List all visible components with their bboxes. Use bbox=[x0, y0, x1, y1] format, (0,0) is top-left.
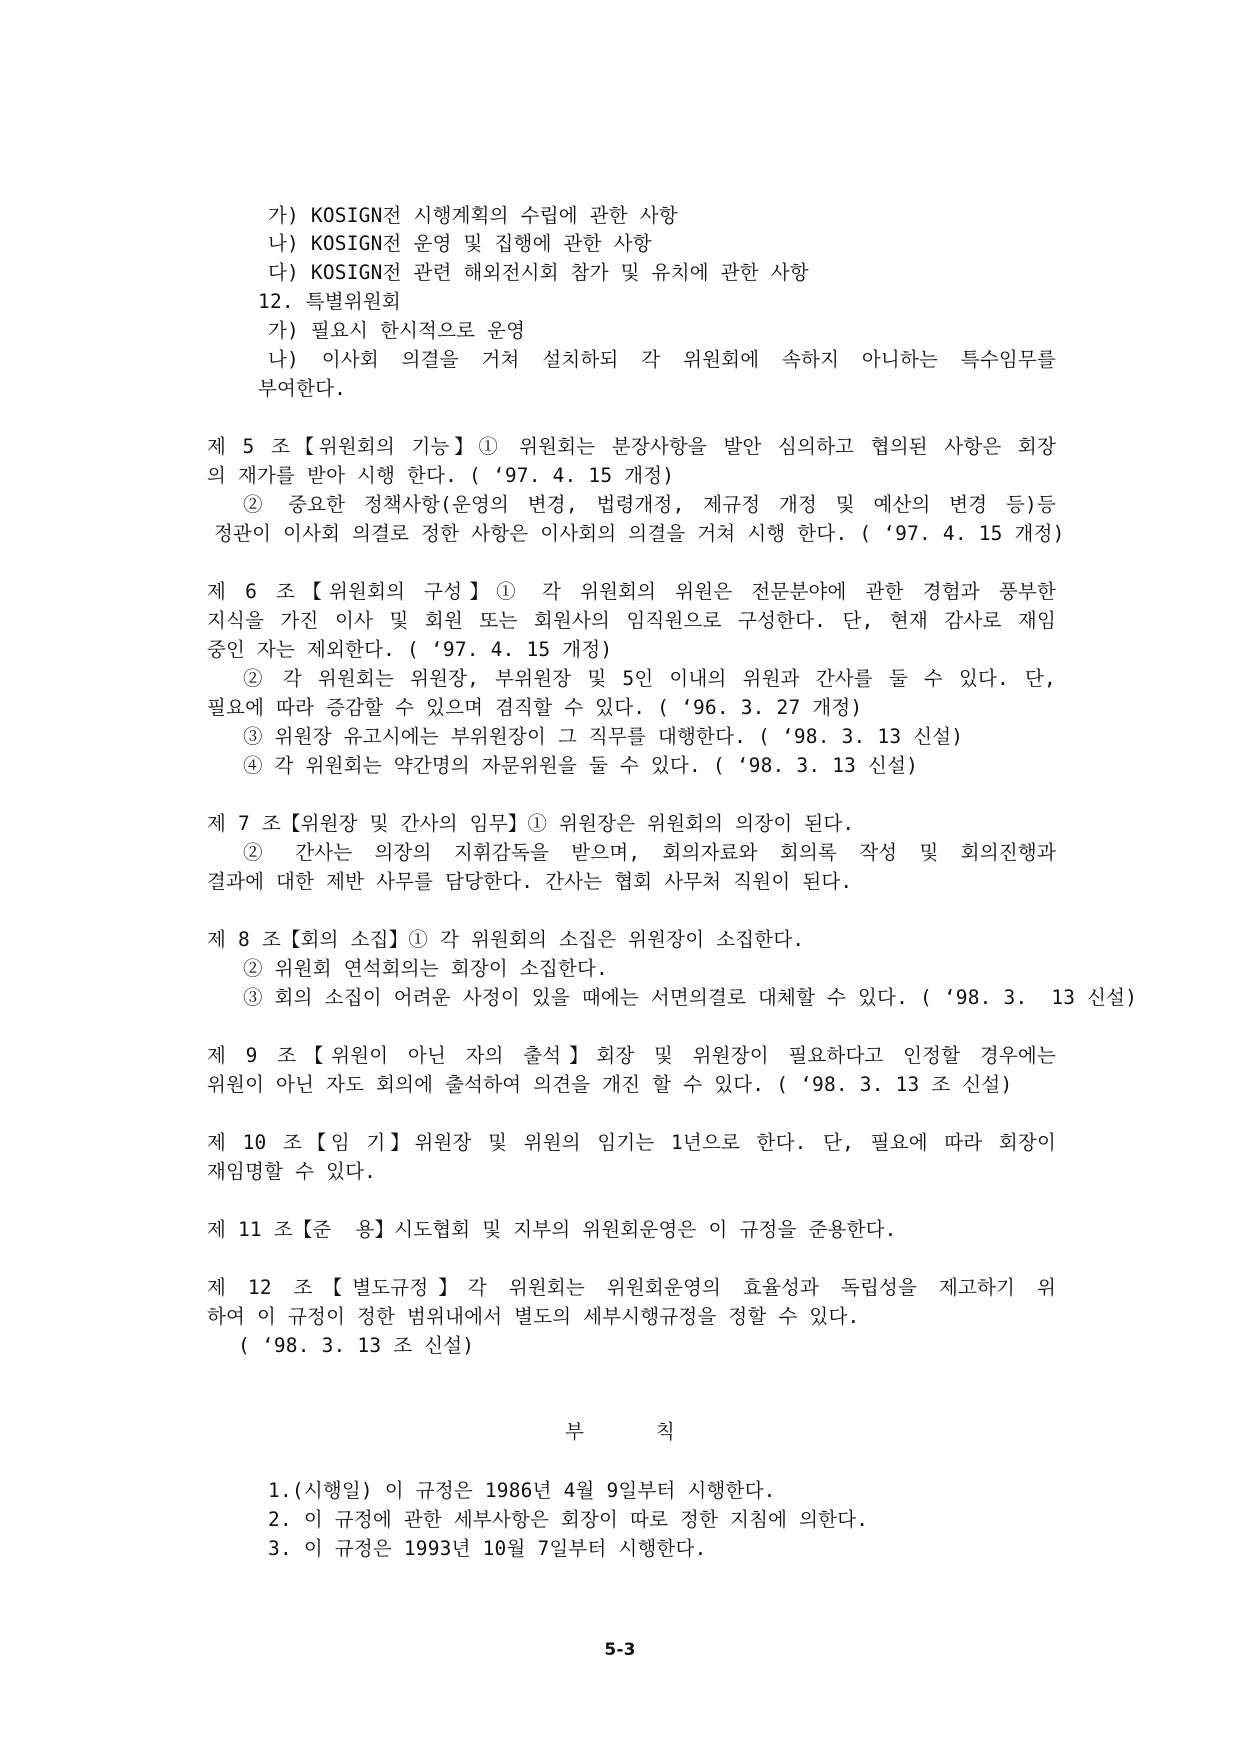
article-6-line: 필요에 따라 증감할 수 있으며 겸직할 수 있다. ( ‘96. 3. 27 개정) bbox=[207, 696, 863, 719]
page-number: 5-3 bbox=[604, 1640, 636, 1660]
list-item-continued: 부여한다. bbox=[258, 377, 347, 400]
appendix-title: 부 칙 bbox=[565, 1420, 675, 1443]
article-12-line: 하여 이 규정이 정한 범위내에서 별도의 세부시행규정을 정할 수 있다. bbox=[207, 1305, 860, 1328]
article-8-line: ② 위원회 연석회의는 회장이 소집한다. bbox=[243, 957, 608, 980]
article-12-line: ( ‘98. 3. 13 조 신설) bbox=[238, 1334, 475, 1357]
appendix-item: 3. 이 규정은 1993년 10월 7일부터 시행한다. bbox=[268, 1537, 707, 1560]
article-6-line: ④ 각 위원회는 약간명의 자문위원을 둘 수 있다. ( ‘98. 3. 13 신설) bbox=[243, 754, 919, 777]
article-7-line: 결과에 대한 제반 사무를 담당한다. 간사는 협회 사무처 직원이 된다. bbox=[207, 870, 853, 893]
article-7-line: ② 간사는 의장의 지휘감독을 받으며, 회의자료와 회의록 작성 및 회의진행과 bbox=[243, 841, 1056, 864]
article-12-line: 제 12 조【별도규정】각 위원회는 위원회운영의 효율성과 독립성을 제고하기 위 bbox=[207, 1276, 1056, 1299]
article-10-line: 제 10 조【임 기】위원장 및 위원의 임기는 1년으로 한다. 단, 필요에 따라 회장이 bbox=[207, 1131, 1056, 1154]
article-5-line: 정관이 이사회 의결로 정한 사항은 이사회의 의결을 거쳐 시행 한다. ( ‘97. 4. 15 개정) bbox=[214, 522, 1065, 545]
section-heading: 12. 특별위원회 bbox=[258, 290, 401, 313]
article-5-line: 의 재가를 받아 시행 한다. ( ‘97. 4. 15 개정) bbox=[207, 464, 675, 487]
list-item: 나) KOSIGN전 운영 및 집행에 관한 사항 bbox=[268, 232, 652, 255]
list-item: 나) 이사회 의결을 거쳐 설치하되 각 위원회에 속하지 아니하는 특수임무를 bbox=[268, 348, 1056, 371]
list-item: 다) KOSIGN전 관련 해외전시회 참가 및 유치에 관한 사항 bbox=[268, 261, 809, 284]
article-9-line: 제 9 조【위원이 아닌 자의 출석】회장 및 위원장이 필요하다고 인정할 경우에는 bbox=[207, 1044, 1056, 1067]
article-6-line: 지식을 가진 이사 및 회원 또는 회원사의 임직원으로 구성한다. 단, 현재 감사로 재임 bbox=[207, 609, 1056, 632]
appendix-item: 1.(시행일) 이 규정은 1986년 4월 9일부터 시행한다. bbox=[268, 1479, 776, 1502]
list-item: 가) KOSIGN전 시행계획의 수립에 관한 사항 bbox=[268, 204, 678, 227]
article-5-line: 제 5 조【위원회의 기능】① 위원회는 분장사항을 발안 심의하고 협의된 사항은 회장 bbox=[207, 435, 1056, 458]
article-9-line: 위원이 아닌 자도 회의에 출석하여 의견을 개진 할 수 있다. ( ‘98. 3. 13 조 신설) bbox=[207, 1073, 1013, 1096]
article-7-line: 제 7 조【위원장 및 간사의 임무】① 위원장은 위원회의 의장이 된다. bbox=[207, 812, 855, 835]
article-5-line: ② 중요한 정책사항(운영의 변경, 법령개정, 제규정 개정 및 예산의 변경 등)등 bbox=[243, 493, 1056, 516]
article-11-line: 제 11 조【준 용】시도협회 및 지부의 위원회운영은 이 규정을 준용한다. bbox=[207, 1218, 897, 1241]
article-8-line: 제 8 조【회의 소집】① 각 위원회의 소집은 위원장이 소집한다. bbox=[207, 928, 805, 951]
article-8-line: ③ 회의 소집이 어려운 사정이 있을 때에는 서면의결로 대체할 수 있다. ( ‘98. 3. 13 신설) bbox=[243, 986, 1138, 1009]
article-6-line: ② 각 위원회는 위원장, 부위원장 및 5인 이내의 위원과 간사를 둘 수 있다. 단, bbox=[243, 667, 1056, 690]
appendix-item: 2. 이 규정에 관한 세부사항은 회장이 따로 정한 지침에 의한다. bbox=[268, 1508, 869, 1531]
article-10-line: 재임명할 수 있다. bbox=[207, 1160, 377, 1183]
article-6-line: 제 6 조【위원회의 구성】① 각 위원회의 위원은 전문분야에 관한 경험과 풍부한 bbox=[207, 580, 1056, 603]
list-item: 가) 필요시 한시적으로 운영 bbox=[268, 319, 526, 342]
article-6-line: 중인 자는 제외한다. ( ‘97. 4. 15 개정) bbox=[207, 638, 613, 661]
article-6-line: ③ 위원장 유고시에는 부위원장이 그 직무를 대행한다. ( ‘98. 3. 13 신설) bbox=[243, 725, 964, 748]
